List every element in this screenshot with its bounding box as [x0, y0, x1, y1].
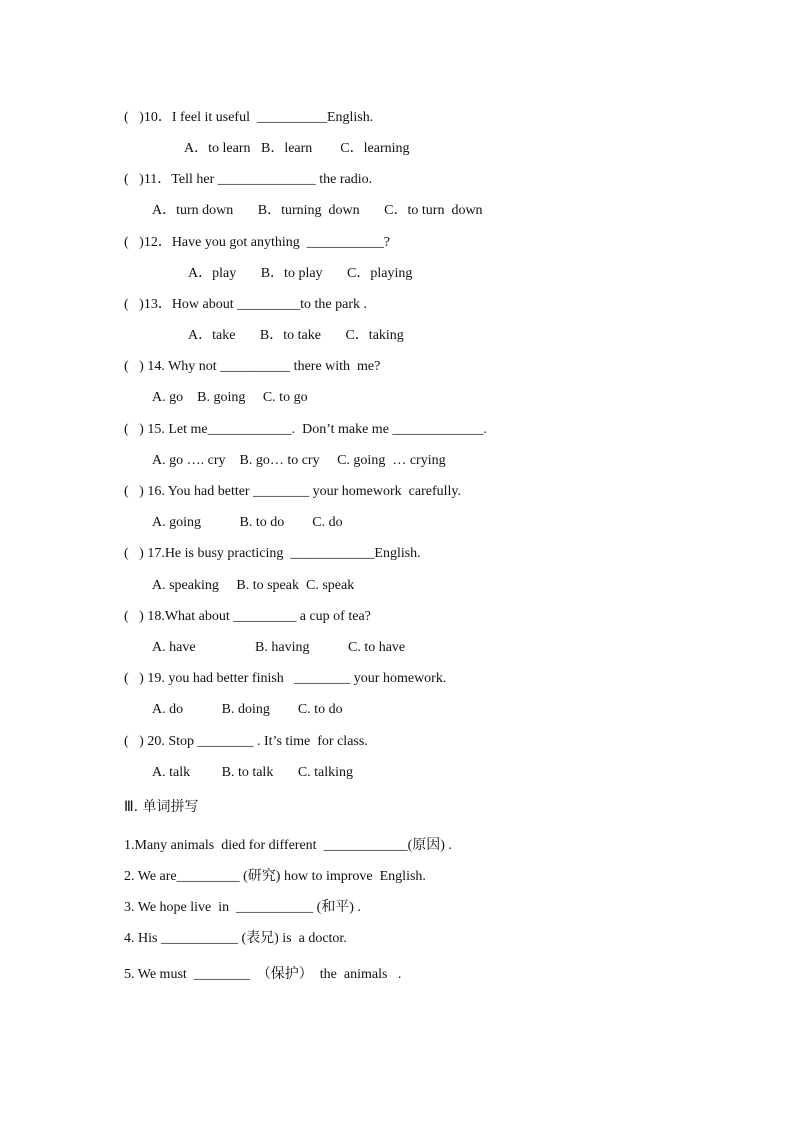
spelling-item-1: 1.Many animals died for different ____________(原因) . — [124, 838, 452, 853]
question-19-options: A. do B. doing C. to do — [152, 702, 343, 717]
question-11: ( )11．Tell her ______________ the radio. — [124, 172, 373, 187]
question-12-options: A．play B．to play C．playing — [188, 266, 413, 281]
question-10-options: A．to learn B．learn C．learning — [184, 141, 410, 156]
question-18: ( ) 18.What about _________ a cup of tea? — [124, 609, 371, 624]
spelling-item-5: 5. We must ________ （保护） the animals . — [124, 967, 402, 982]
question-19: ( ) 19. you had better finish ________ your homework. — [124, 671, 447, 686]
spelling-item-4: 4. His ___________ (表兄) is a doctor. — [124, 931, 347, 946]
question-17: ( ) 17.He is busy practicing ____________English. — [124, 546, 421, 561]
question-15: ( ) 15. Let me____________. Don’t make me _____________. — [124, 422, 487, 437]
question-20: ( ) 20. Stop ________ . It’s time for class. — [124, 734, 368, 749]
question-17-options: A. speaking B. to speak C. speak — [152, 578, 355, 593]
question-11-options: A．turn down B．turning down C．to turn down — [152, 203, 483, 218]
section-3-heading: Ⅲ. 单词拼写 — [124, 799, 199, 815]
question-14: ( ) 14. Why not __________ there with me? — [124, 359, 381, 374]
question-16: ( ) 16. You had better ________ your homework carefully. — [124, 484, 461, 499]
question-20-options: A. talk B. to talk C. talking — [152, 765, 354, 780]
question-13: ( )13．How about _________to the park . — [124, 297, 368, 312]
spelling-item-2: 2. We are_________ (研究) how to improve English. — [124, 869, 426, 884]
spelling-item-3: 3. We hope live in ___________ (和平) . — [124, 900, 361, 915]
question-12: ( )12．Have you got anything ___________? — [124, 235, 390, 250]
question-10: ( )10．I feel it useful __________English. — [124, 110, 374, 125]
question-13-options: A．take B．to take C．taking — [188, 328, 404, 343]
question-16-options: A. going B. to do C. do — [152, 515, 343, 530]
question-14-options: A. go B. going C. to go — [152, 390, 308, 405]
question-18-options: A. have B. having C. to have — [152, 640, 406, 655]
question-15-options: A. go …. cry B. go… to cry C. going … crying — [152, 453, 446, 468]
